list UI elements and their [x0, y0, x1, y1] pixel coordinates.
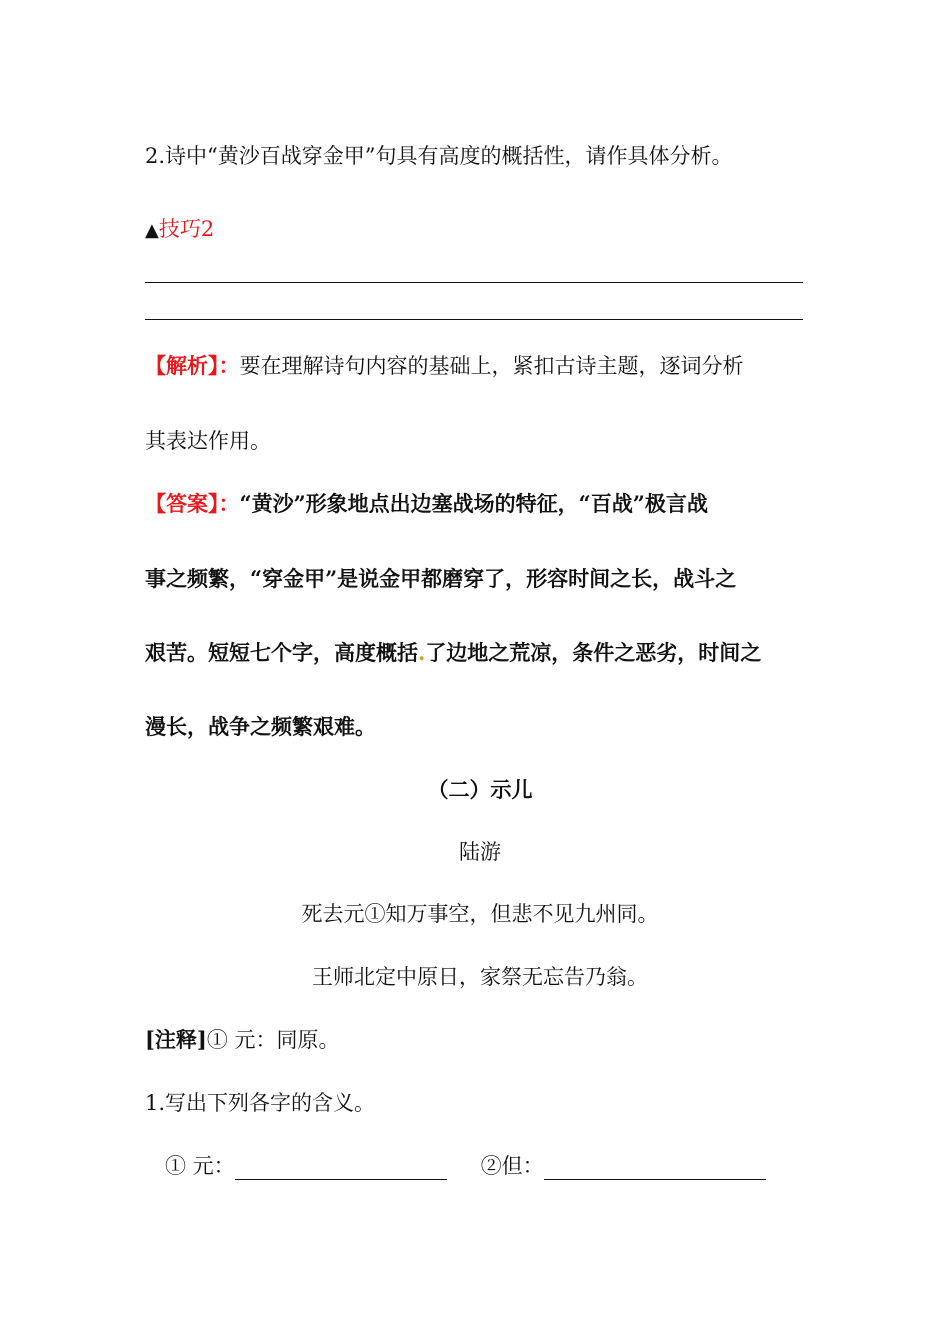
- question-2: 2.诗中“黄沙百战穿金甲”句具有高度的概括性，请作具体分析。: [145, 144, 733, 168]
- answer-text-3b: 了边地之荒凉，条件之恶劣，时间之: [425, 640, 762, 665]
- answer-line-1-text: [145, 488, 708, 518]
- analysis-label: 【解析】：: [145, 353, 240, 378]
- blank-items: [165, 1150, 766, 1180]
- analysis-line-2: 其表达作用。: [145, 429, 271, 453]
- note-text: ① 元：同原。: [206, 1028, 340, 1052]
- note-label: [注释]: [145, 1027, 207, 1052]
- poem-verse-2: 王师北定中原日，家祭无忘告乃翁。: [312, 965, 648, 989]
- poem-verse-1: 死去元①知万事空，但悲不见九州同。: [301, 902, 659, 926]
- note: [145, 1024, 340, 1054]
- answer-line-2: [145, 319, 803, 320]
- blank-label-2: ②但：: [480, 1154, 544, 1178]
- blank-label-1: ① 元：: [165, 1154, 235, 1178]
- poem-title: （二）示儿: [427, 777, 533, 802]
- answer-label: 【答案】：: [145, 491, 240, 516]
- tip-label: 技巧2: [158, 217, 215, 241]
- analysis-line-1: [145, 350, 744, 380]
- answer-text-1: “黄沙”形象地点出边塞战场的特征，“百战”极言战: [239, 491, 708, 516]
- blank-field-1[interactable]: [235, 1157, 447, 1180]
- tip-heading: [145, 213, 214, 243]
- analysis-text-1: 要在理解诗句内容的基础上，紧扣古诗主题，逐词分析: [239, 354, 744, 378]
- question-1: 1.写出下列各字的含义。: [145, 1091, 376, 1115]
- blank-field-2[interactable]: [544, 1157, 766, 1180]
- poem-author: 陆游: [459, 840, 501, 864]
- answer-text-4: 漫长，战争之频繁艰难。: [145, 714, 376, 739]
- triangle-marker-icon: ▲: [145, 220, 159, 241]
- answer-text-3a: 艰苦。短短七个字，高度概括: [145, 640, 418, 665]
- answer-dot: .: [418, 640, 426, 665]
- answer-line-3: [145, 637, 761, 667]
- answer-text-2: 事之频繁，“穿金甲”是说金甲都磨穿了，形容时间之长，战斗之: [145, 566, 737, 591]
- answer-line-1: [145, 282, 803, 283]
